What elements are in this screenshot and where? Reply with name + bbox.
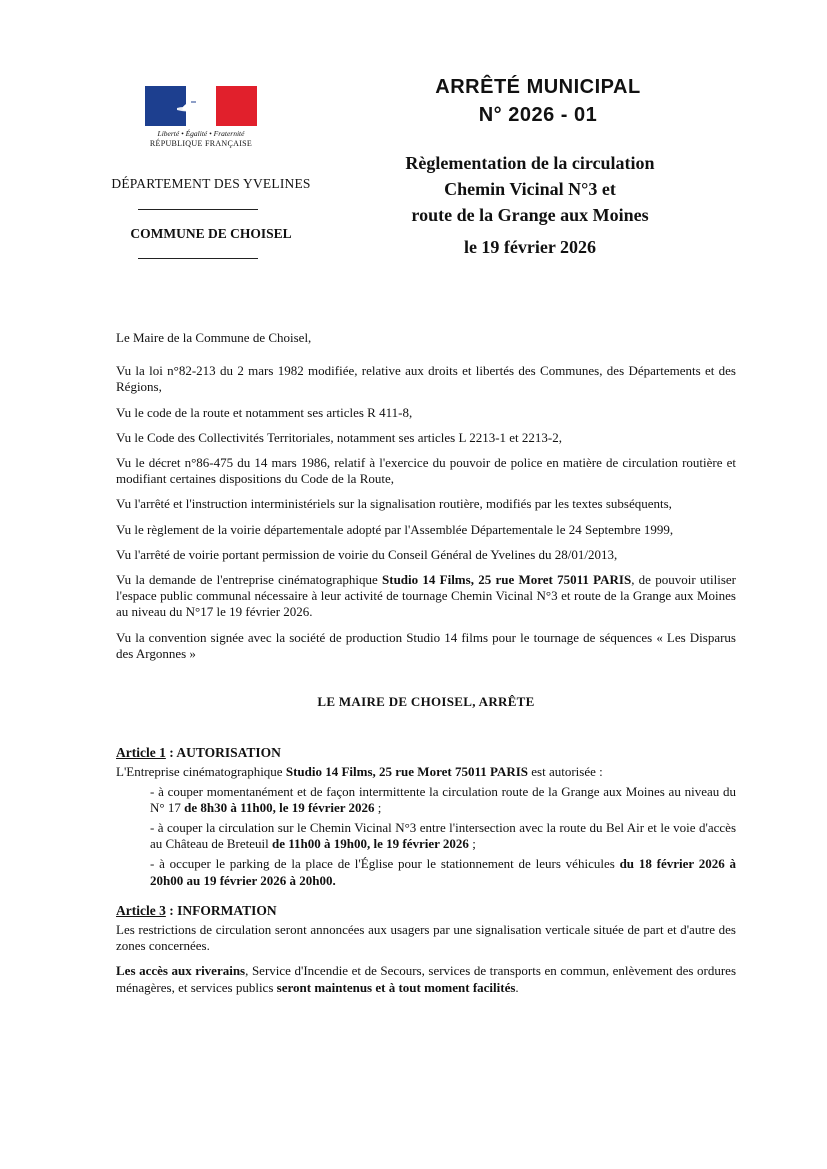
article-3-paragraph: Les accès aux riverains, Service d'Incendie et de Secours, services de transports en commun, enlèvement des ordures ménagères, et services publics seront maintenus et à tout moment facilités. (116, 963, 737, 995)
decree-heading: LE MAIRE DE CHOISEL, ARRÊTE (317, 694, 535, 710)
document-subject (360, 150, 700, 260)
article-3-paragraph: Les restrictions de circulation seront annoncées aux usagers par une signalisation verticale située de part et d'autre des zones concernées. (116, 922, 736, 954)
list-item: - à occuper le parking de la place de l'Église pour le stationnement de leurs véhicules du 18 février 2026 à 20h00 au 19 février 2026 à 20h00. (150, 856, 736, 888)
article-1-list (150, 784, 736, 889)
divider (138, 209, 258, 210)
list-item: - à couper la circulation sur le Chemin Vicinal N°3 entre l'intersection avec la route du Bel Air et le voie d'accès au Château de Breteuil de 11h00 à 19h00, le 19 février 2026 ; (150, 820, 736, 852)
subject-date: le 19 février 2026 (463, 237, 597, 257)
article-3-title: Article 3 : INFORMATION (116, 902, 277, 918)
preamble-clause: Vu la loi n°82-213 du 2 mars 1982 modifiée, relative aux droits et libertés des Communes, des Départements et des Régions, (116, 363, 736, 395)
preamble-clause: Vu la convention signée avec la société de production Studio 14 films pour le tournage de séquences « Les Disparus des Argonnes » (116, 629, 736, 661)
subject-line: route de la Grange aux Moines (411, 205, 649, 225)
article-1-intro: L'Entreprise cinématographique Studio 14 Films, 25 rue Moret 75011 PARIS est autorisée : (116, 764, 603, 780)
preamble-clause: Vu le Code des Collectivités Territoriales, notamment ses articles L 2213-1 et 2213-2, (116, 429, 562, 445)
preamble-clause: Vu le code de la route et notamment ses articles R 411-8, (116, 404, 413, 420)
subject-line: Chemin Vicinal N°3 et (444, 179, 616, 199)
republic-name: RÉPUBLIQUE FRANÇAISE (149, 139, 253, 148)
preamble-intro: Le Maire de la Commune de Choisel, (116, 330, 312, 345)
preamble-clause: Vu le décret n°86-475 du 14 mars 1986, relatif à l'exercice du pouvoir de police en matière de circulation routière et modifiant certaines dispositions du Code de la Route, (116, 455, 736, 487)
preamble-clause: Vu l'arrêté et l'instruction interministériels sur la signalisation routière, modifiés par les textes subséquents, (116, 496, 672, 512)
commune-name: COMMUNE DE CHOISEL (130, 226, 292, 241)
document-title: ARRÊTÉ MUNICIPAL (435, 76, 641, 98)
divider (138, 258, 258, 259)
tricolor-flag (145, 86, 257, 126)
article-1-title: Article 1 : AUTORISATION (116, 745, 281, 761)
document-number: N° 2026 - 01 (478, 104, 598, 126)
marianne-profile-icon (169, 88, 221, 124)
preamble-clause: Vu la demande de l'entreprise cinématographique Studio 14 Films, 25 rue Moret 75011 PARIS, de pouvoir utiliser l'espace public communal nécessaire à leur activité de tournage Chemin Vicinal N°3 et route de la Grange aux Moines au niveau du N°17 le 19 février 2026. (116, 572, 736, 620)
document-body (116, 330, 736, 1005)
republique-logo (140, 86, 262, 148)
subject-line: Règlementation de la circulation (405, 153, 655, 173)
preamble-clause: Vu le règlement de la voirie départementale adopté par l'Assemblée Départementale le 24 Septembre 1999, (116, 521, 674, 537)
republic-motto: Liberté • Égalité • Fraternité (157, 129, 245, 138)
department-name: DÉPARTEMENT DES YVELINES (111, 176, 311, 191)
preamble-clause: Vu l'arrêté de voirie portant permission de voirie du Conseil Général de Yvelines du 28/01/2013, (116, 546, 618, 562)
list-item: - à couper momentanément et de façon intermittente la circulation route de la Grange aux Moines au niveau du N° 17 de 8h30 à 11h00, le 19 février 2026 ; (150, 783, 736, 815)
